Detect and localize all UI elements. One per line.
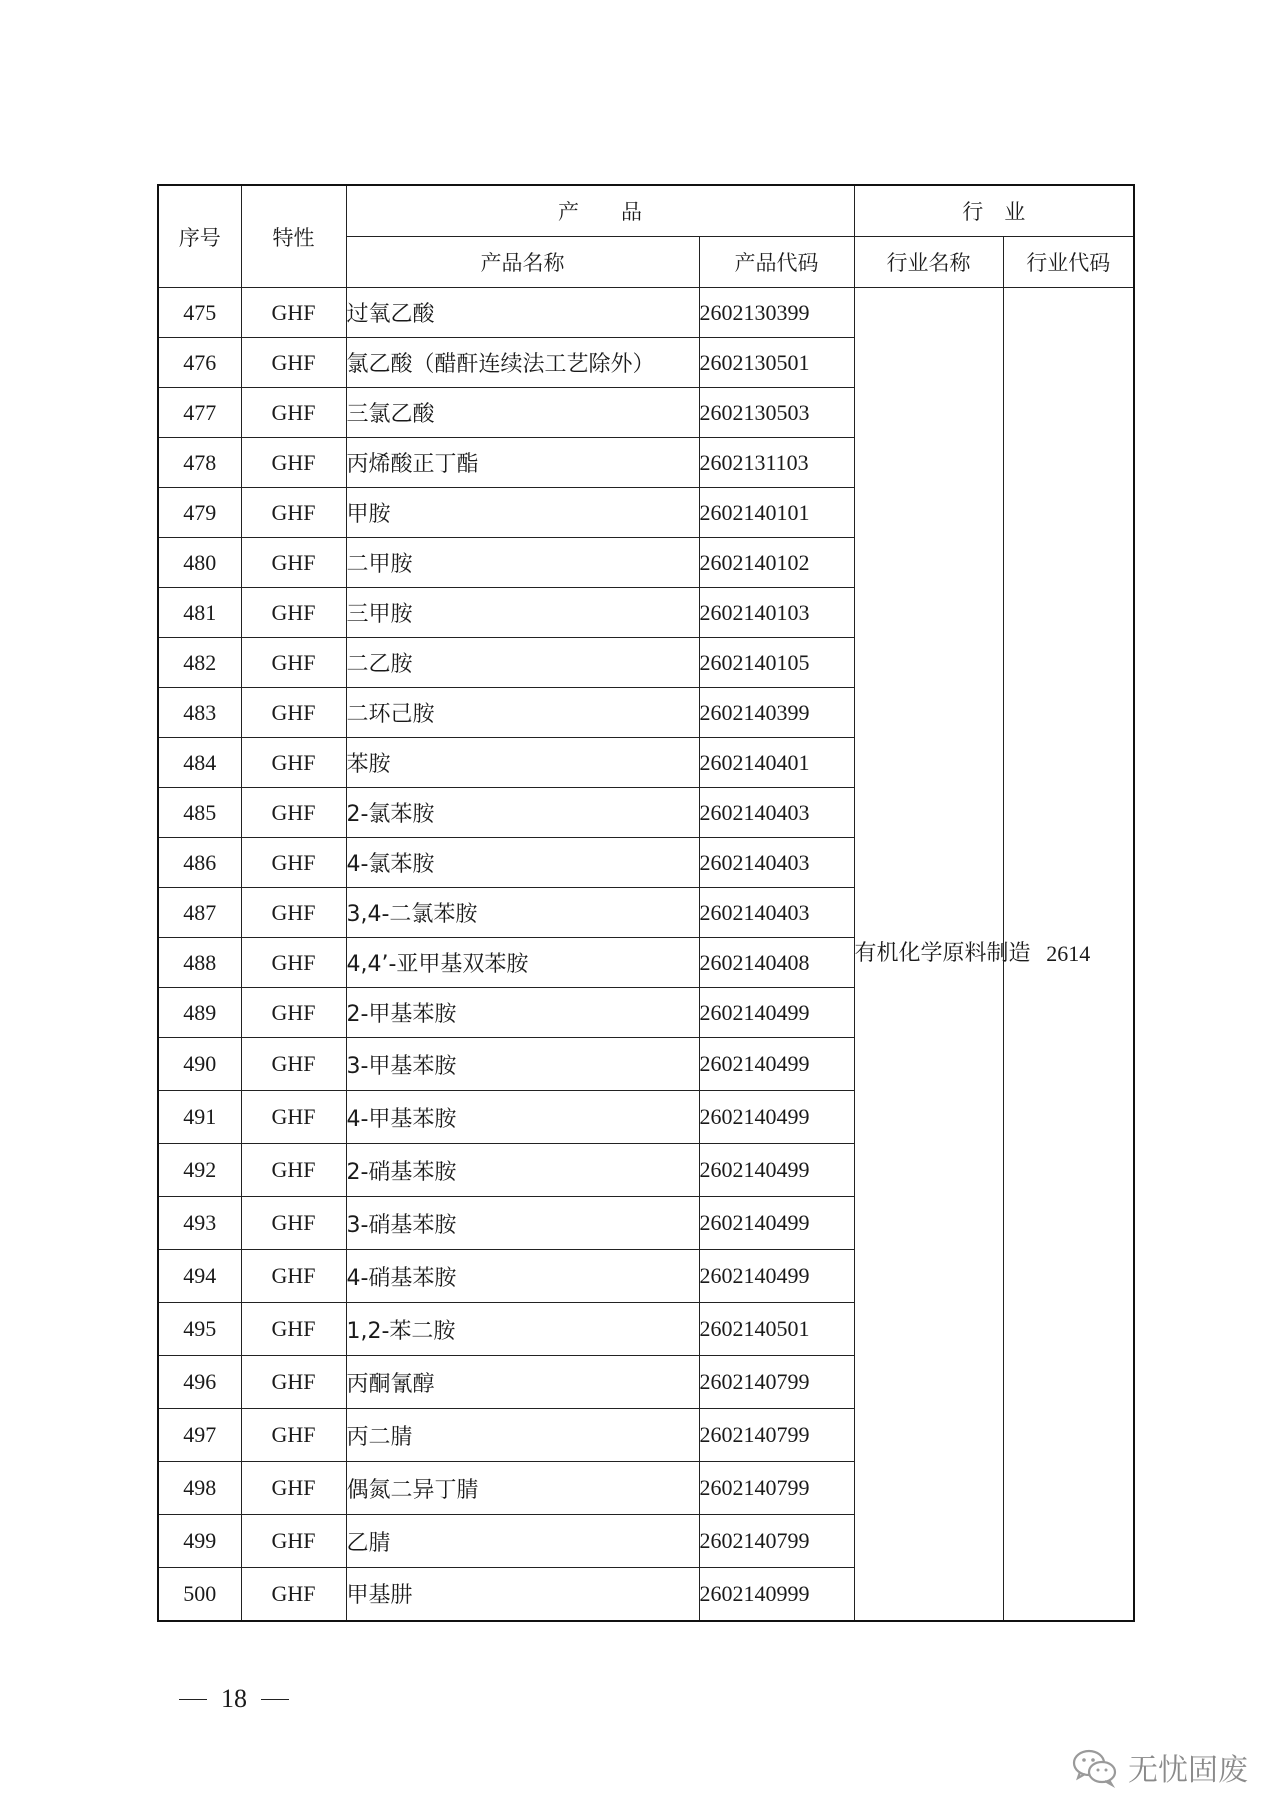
wechat-icon	[1072, 1747, 1118, 1787]
row-seq: 478	[158, 438, 241, 488]
row-product-name: 氯乙酸（醋酐连续法工艺除外）	[346, 338, 699, 388]
row-characteristic: GHF	[241, 388, 346, 438]
row-product-code: 2602140499	[699, 1038, 854, 1091]
row-product-code: 2602130503	[699, 388, 854, 438]
industry-name-cell: 有机化学原料制造	[854, 288, 1003, 1621]
page-number-dash-left	[179, 1699, 207, 1700]
row-characteristic: GHF	[241, 1250, 346, 1303]
row-product-name: 2-硝基苯胺	[346, 1144, 699, 1197]
industry-code-cell: 2614	[1003, 288, 1134, 1621]
row-seq: 475	[158, 288, 241, 338]
row-product-code: 2602140499	[699, 1197, 854, 1250]
row-product-name: 2-甲基苯胺	[346, 988, 699, 1038]
row-product-code: 2602130501	[699, 338, 854, 388]
row-seq: 491	[158, 1091, 241, 1144]
row-seq: 477	[158, 388, 241, 438]
row-characteristic: GHF	[241, 1409, 346, 1462]
row-characteristic: GHF	[241, 1091, 346, 1144]
row-product-code: 2602140399	[699, 688, 854, 738]
row-product-name: 4-氯苯胺	[346, 838, 699, 888]
row-product-name: 苯胺	[346, 738, 699, 788]
page-number	[165, 1684, 303, 1714]
row-characteristic: GHF	[241, 888, 346, 938]
row-characteristic: GHF	[241, 1197, 346, 1250]
table-body	[158, 288, 1134, 1621]
header-characteristic: 特性	[241, 185, 346, 288]
row-product-code: 2602140103	[699, 588, 854, 638]
row-characteristic: GHF	[241, 1515, 346, 1568]
table-header	[158, 185, 1134, 288]
row-product-name: 二乙胺	[346, 638, 699, 688]
row-product-code: 2602140105	[699, 638, 854, 688]
row-product-code: 2602140501	[699, 1303, 854, 1356]
row-characteristic: GHF	[241, 1462, 346, 1515]
row-characteristic: GHF	[241, 638, 346, 688]
row-product-code: 2602140499	[699, 988, 854, 1038]
row-seq: 479	[158, 488, 241, 538]
row-seq: 488	[158, 938, 241, 988]
header-product-group: 产 品	[346, 185, 854, 237]
row-product-code: 2602140499	[699, 1144, 854, 1197]
row-characteristic: GHF	[241, 1303, 346, 1356]
row-characteristic: GHF	[241, 1356, 346, 1409]
row-product-code: 2602140102	[699, 538, 854, 588]
row-product-name: 甲胺	[346, 488, 699, 538]
row-characteristic: GHF	[241, 588, 346, 638]
row-seq: 487	[158, 888, 241, 938]
product-industry-table	[157, 184, 1135, 1622]
row-product-code: 2602140101	[699, 488, 854, 538]
row-characteristic: GHF	[241, 438, 346, 488]
watermark-text: 无忧固废	[1128, 1753, 1248, 1788]
header-product-name: 产品名称	[346, 237, 699, 288]
row-seq: 497	[158, 1409, 241, 1462]
row-product-name: 3-硝基苯胺	[346, 1197, 699, 1250]
row-characteristic: GHF	[241, 738, 346, 788]
row-product-name: 2-氯苯胺	[346, 788, 699, 838]
row-characteristic: GHF	[241, 688, 346, 738]
row-product-code: 2602140403	[699, 788, 854, 838]
row-characteristic: GHF	[241, 288, 346, 338]
row-product-name: 二环己胺	[346, 688, 699, 738]
header-industry-group: 行 业	[854, 185, 1134, 237]
row-characteristic: GHF	[241, 838, 346, 888]
row-product-code: 2602140799	[699, 1515, 854, 1568]
row-product-name: 乙腈	[346, 1515, 699, 1568]
row-product-name: 过氧乙酸	[346, 288, 699, 338]
row-product-name: 三氯乙酸	[346, 388, 699, 438]
row-seq: 486	[158, 838, 241, 888]
row-characteristic: GHF	[241, 538, 346, 588]
row-product-code: 2602140799	[699, 1462, 854, 1515]
row-product-name: 4-硝基苯胺	[346, 1250, 699, 1303]
row-product-name: 3,4-二氯苯胺	[346, 888, 699, 938]
row-seq: 483	[158, 688, 241, 738]
header-industry-code: 行业代码	[1003, 237, 1134, 288]
row-seq: 492	[158, 1144, 241, 1197]
row-seq: 495	[158, 1303, 241, 1356]
row-seq: 500	[158, 1568, 241, 1621]
row-characteristic: GHF	[241, 1568, 346, 1621]
page-number-dash-right	[261, 1699, 289, 1700]
row-seq: 482	[158, 638, 241, 688]
row-product-code: 2602140499	[699, 1091, 854, 1144]
row-product-name: 三甲胺	[346, 588, 699, 638]
row-product-code: 2602140408	[699, 938, 854, 988]
row-seq: 494	[158, 1250, 241, 1303]
row-product-name: 丙酮氰醇	[346, 1356, 699, 1409]
table-row	[158, 288, 1134, 338]
row-characteristic: GHF	[241, 938, 346, 988]
row-product-name: 丙烯酸正丁酯	[346, 438, 699, 488]
row-product-code: 2602140403	[699, 838, 854, 888]
row-seq: 496	[158, 1356, 241, 1409]
row-seq: 484	[158, 738, 241, 788]
row-characteristic: GHF	[241, 788, 346, 838]
row-product-name: 偶氮二异丁腈	[346, 1462, 699, 1515]
row-product-name: 1,2-苯二胺	[346, 1303, 699, 1356]
row-seq: 490	[158, 1038, 241, 1091]
row-seq: 499	[158, 1515, 241, 1568]
row-seq: 485	[158, 788, 241, 838]
row-product-name: 二甲胺	[346, 538, 699, 588]
row-seq: 493	[158, 1197, 241, 1250]
header-industry-name: 行业名称	[854, 237, 1003, 288]
header-seq: 序号	[158, 185, 241, 288]
row-product-code: 2602140499	[699, 1250, 854, 1303]
row-characteristic: GHF	[241, 338, 346, 388]
page-number-value: 18	[221, 1684, 247, 1713]
row-seq: 476	[158, 338, 241, 388]
row-product-code: 2602140999	[699, 1568, 854, 1621]
row-product-name: 甲基肼	[346, 1568, 699, 1621]
row-seq: 498	[158, 1462, 241, 1515]
row-product-code: 2602130399	[699, 288, 854, 338]
row-product-code: 2602131103	[699, 438, 854, 488]
row-product-code: 2602140403	[699, 888, 854, 938]
row-product-name: 3-甲基苯胺	[346, 1038, 699, 1091]
row-characteristic: GHF	[241, 1038, 346, 1091]
row-product-name: 4,4’-亚甲基双苯胺	[346, 938, 699, 988]
row-seq: 489	[158, 988, 241, 1038]
row-characteristic: GHF	[241, 988, 346, 1038]
row-product-code: 2602140799	[699, 1409, 854, 1462]
row-product-name: 丙二腈	[346, 1409, 699, 1462]
row-product-name: 4-甲基苯胺	[346, 1091, 699, 1144]
row-seq: 480	[158, 538, 241, 588]
row-product-code: 2602140401	[699, 738, 854, 788]
row-characteristic: GHF	[241, 1144, 346, 1197]
row-seq: 481	[158, 588, 241, 638]
watermark	[1072, 1745, 1248, 1789]
row-characteristic: GHF	[241, 488, 346, 538]
row-product-code: 2602140799	[699, 1356, 854, 1409]
header-product-code: 产品代码	[699, 237, 854, 288]
